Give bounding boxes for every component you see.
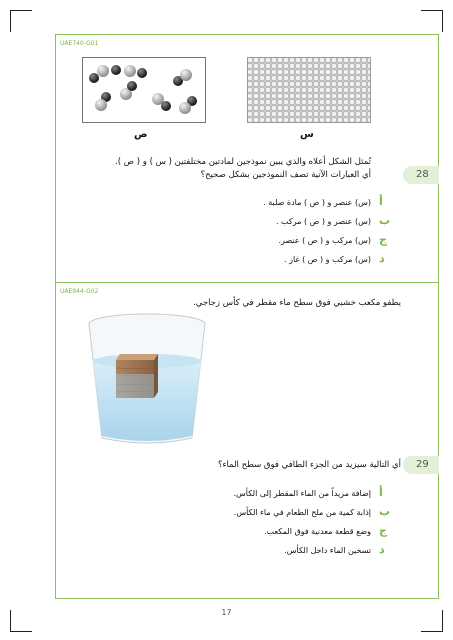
question-divider [55,282,439,283]
q29-option-c[interactable]: وضع قطعة معدنية فوق المكعب. [263,527,371,536]
page-number: 17 [221,608,232,617]
q29-code: UAE944-G02 [60,288,99,295]
crop-mark-bl [10,631,32,632]
molecule-diagram [82,57,206,123]
crop-mark-tr [442,10,443,32]
q28-code: UAE740-G01 [60,40,99,47]
q29-option-b-letter: ب [379,505,391,518]
q29-stem: أي التالية سيزيد من الجزء الطافي فوق سطح الماء؟ [217,460,401,470]
q29-option-c-letter: ج [379,524,387,537]
q28-number-badge: 28 [403,166,439,184]
q29-option-a[interactable]: إضافة مزيداً من الماء المقطر إلى الكأس. [233,489,371,498]
q28-option-d[interactable]: (س) مركب و ( ص ) غاز . [284,255,371,264]
crop-mark-tl [10,10,11,32]
q28-stem-line1: تُمثل الشكل أعلاه والذي يبين نموذجين لمادتين مختلفتين ( س ) و ( ص ). [115,157,371,167]
q28-stem-line2: أي العبارات الآتية تصف النموذجين بشكل صحيح؟ [200,170,371,180]
label-sad: ص [134,129,148,140]
q28-option-a[interactable]: (س) عنصر و ( ص ) مادة صلبة . [263,198,371,207]
q29-option-d[interactable]: تسخين الماء داخل الكأس. [284,546,371,555]
q28-option-d-letter: د [379,252,385,265]
q29-option-d-letter: د [379,543,385,556]
crop-mark-tl [10,10,32,11]
lattice-diagram [247,57,371,123]
q28-option-a-letter: أ [379,195,383,208]
q29-intro: يطفو مكعب خشبي فوق سطح ماء مقطر في كأس زجاجي. [193,298,401,308]
q28-option-b-letter: ب [379,214,391,227]
q29-number-badge: 29 [403,456,439,474]
crop-mark-br [421,631,443,632]
q28-option-b[interactable]: (س) عنصر و ( ص ) مركب . [275,217,371,226]
glass-with-cube-illustration [82,308,212,448]
label-sin: س [300,129,314,140]
q29-option-b[interactable]: إذابة كمية من ملح الطعام في ماء الكأس. [233,508,371,517]
q29-option-a-letter: أ [379,486,383,499]
q28-option-c[interactable]: (س) مركب و ( ص ) عنصر. [278,236,371,245]
crop-mark-tr [421,10,443,11]
q28-option-c-letter: ج [379,233,387,246]
